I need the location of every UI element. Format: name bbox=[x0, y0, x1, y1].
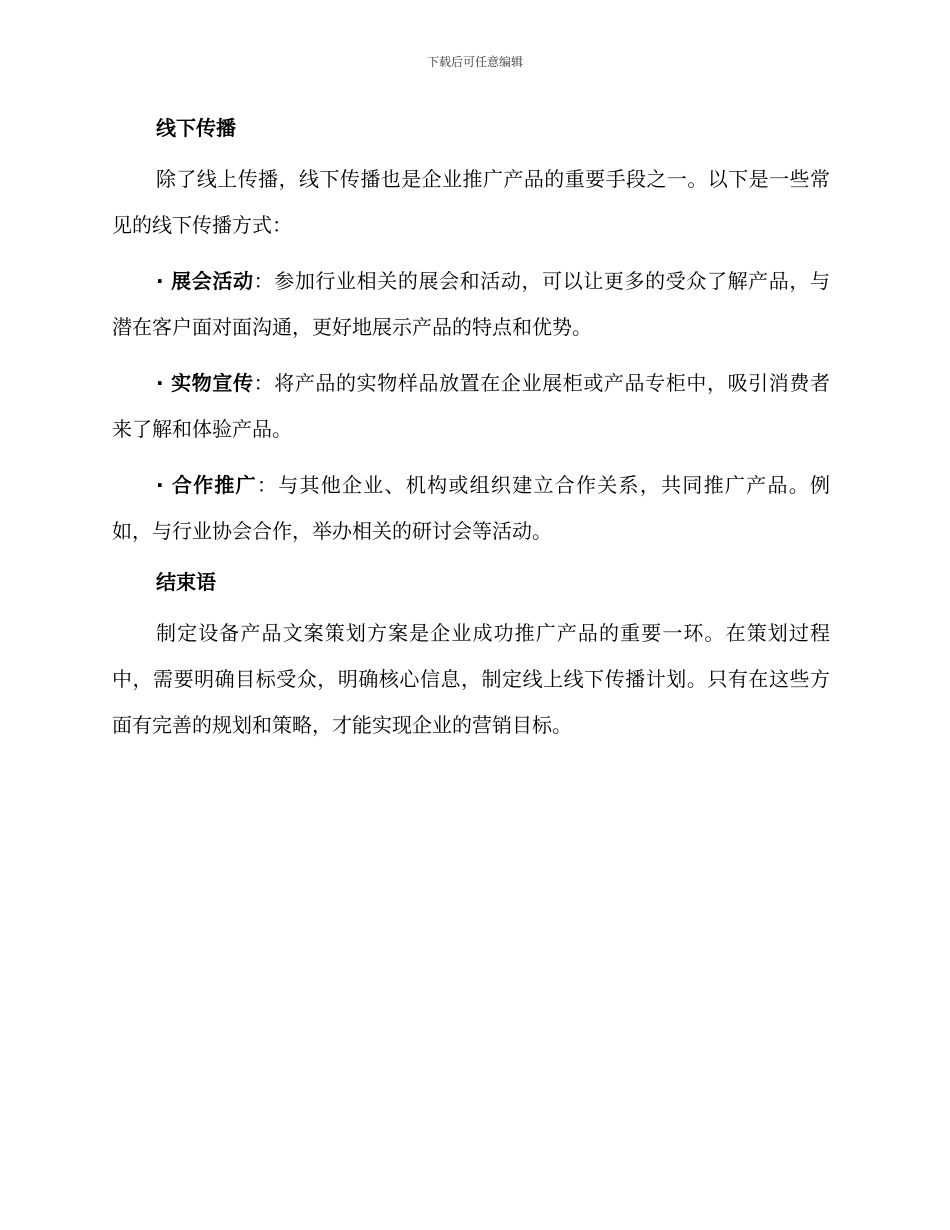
list-item-term: · 展会活动 bbox=[156, 269, 254, 293]
list-item-cooperation bbox=[112, 462, 830, 554]
list-item-term: · 实物宣传 bbox=[156, 371, 254, 395]
document-body bbox=[112, 110, 830, 758]
page-header: 下载后可任意编辑 bbox=[426, 55, 523, 69]
list-item-physical-promotion bbox=[112, 360, 830, 452]
conclusion-paragraph: 制定设备产品文案策划方案是企业成功推广产品的重要一环。在策划过程中，需要明确目标受众，明确核心信息，制定线上线下传播计划。只有在这些方面有完善的规划和策略，才能实现企业的营销目标。 bbox=[112, 621, 830, 737]
list-item-text: ：将产品的实物样品放置在企业展柜或产品专柜中，吸引消费者来了解和体验产品。 bbox=[112, 371, 831, 441]
list-item-text: ：与其他企业、机构或组织建立合作关系，共同推广产品。例如，与行业协会合作，举办相关的研讨会等活动。 bbox=[112, 473, 830, 543]
list-item-term: · 合作推广 bbox=[156, 473, 257, 497]
section-heading-offline: 线下传播 bbox=[156, 116, 236, 140]
list-item-text: ：参加行业相关的展会和活动，可以让更多的受众了解产品，与潜在客户面对面沟通，更好地展示产品的特点和优势。 bbox=[112, 269, 831, 339]
list-item-exhibition bbox=[112, 258, 830, 350]
offline-intro-paragraph: 除了线上传播，线下传播也是企业推广产品的重要手段之一。以下是一些常见的线下传播方式： bbox=[112, 167, 830, 237]
section-heading-conclusion: 结束语 bbox=[156, 570, 216, 594]
